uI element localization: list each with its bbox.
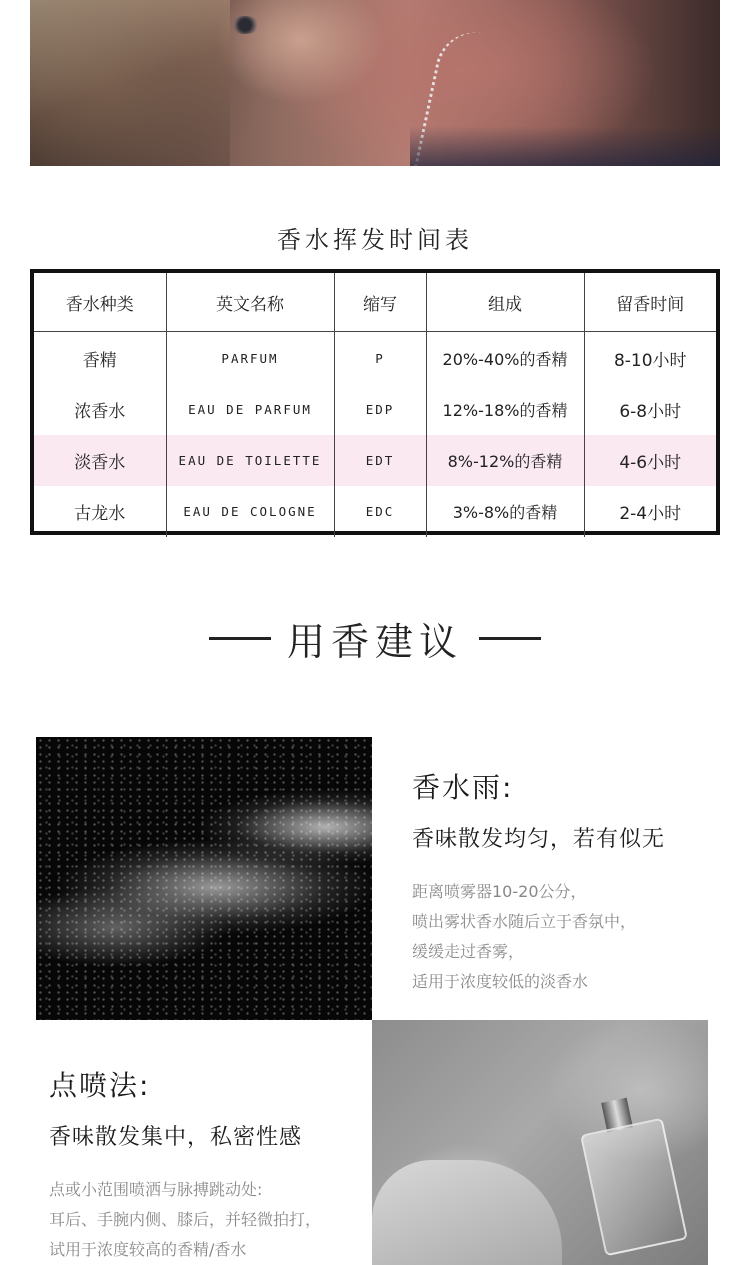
table-header-row	[34, 273, 716, 332]
hero-shadow	[410, 126, 720, 166]
header-composition: 组成	[426, 273, 584, 332]
tip-subtitle: 香味散发均匀，若有似无	[412, 827, 666, 852]
table-title: 香水挥发时间表	[277, 226, 473, 254]
tip-title: 香水雨:	[412, 771, 514, 804]
cell-duration: 2-4小时	[619, 504, 682, 524]
mist-photo	[36, 737, 372, 1020]
cell-type: 浓香水	[34, 384, 166, 435]
cell-english-name: PARFUM	[166, 332, 334, 385]
cell-duration: 8-10小时	[613, 350, 687, 371]
cell-english-name: EAU DE TOILETTE	[166, 435, 334, 486]
hero-hair	[30, 0, 230, 166]
wrist-shape	[372, 1160, 562, 1265]
tip-line: 喷出雾状香水随后立于香氛中，	[412, 912, 637, 931]
cell-type: 香精	[34, 332, 166, 385]
tip-line: 耳后、手腕内侧、膝后，并轻微拍打，	[49, 1210, 322, 1229]
cell-english-name: EAU DE PARFUM	[166, 384, 334, 435]
hero-photo	[30, 0, 720, 166]
cell-type: 古龙水	[34, 486, 166, 537]
tip-line: 试用于浓度较高的香精/香水	[49, 1240, 247, 1259]
perfume-bottle	[580, 1118, 688, 1257]
section-heading-text: 用香建议	[286, 619, 463, 664]
perfume-table	[30, 269, 720, 535]
tip-description	[412, 877, 732, 997]
table-row-highlighted	[34, 435, 716, 486]
cell-abbreviation: P	[334, 332, 426, 385]
cell-abbreviation: EDC	[334, 486, 426, 537]
section-heading	[0, 610, 750, 666]
cell-composition: 20%-40%的香精	[426, 332, 584, 385]
table-row	[34, 332, 716, 385]
tip-line: 距离喷雾器10-20公分，	[412, 882, 587, 901]
header-duration: 留香时间	[584, 273, 716, 332]
cell-composition: 8%-12%的香精	[426, 435, 584, 486]
header-type: 香水种类	[34, 273, 166, 332]
table-row	[34, 486, 716, 537]
cell-duration: 4-6小时	[584, 435, 716, 486]
tip-title: 点喷法:	[49, 1069, 151, 1102]
cell-abbreviation: EDT	[334, 435, 426, 486]
table-row	[34, 384, 716, 435]
header-english-name: 英文名称	[166, 273, 334, 332]
cell-type: 淡香水	[34, 435, 166, 486]
hero-eye	[230, 16, 260, 34]
hands-bottle-photo	[372, 1020, 708, 1265]
tip-line: 适用于浓度较低的淡香水	[412, 972, 589, 991]
cell-composition: 3%-8%的香精	[426, 486, 584, 537]
tip-line: 缓缓走过香雾，	[412, 942, 525, 961]
heading-right-rule	[479, 637, 541, 640]
cell-duration: 6-8小时	[619, 402, 682, 422]
cell-composition: 12%-18%的香精	[426, 384, 584, 435]
tip-subtitle: 香味散发集中，私密性感	[49, 1125, 303, 1150]
cell-english-name: EAU DE COLOGNE	[166, 486, 334, 537]
tip-line: 点或小范围喷洒与脉搏跳动处:	[49, 1180, 263, 1199]
cell-abbreviation: EDP	[334, 384, 426, 435]
tip-description	[49, 1175, 369, 1265]
tip-spot-spray	[49, 1064, 369, 1265]
header-abbreviation: 缩写	[334, 273, 426, 332]
heading-left-rule	[209, 637, 271, 640]
tip-perfume-rain	[412, 766, 732, 997]
